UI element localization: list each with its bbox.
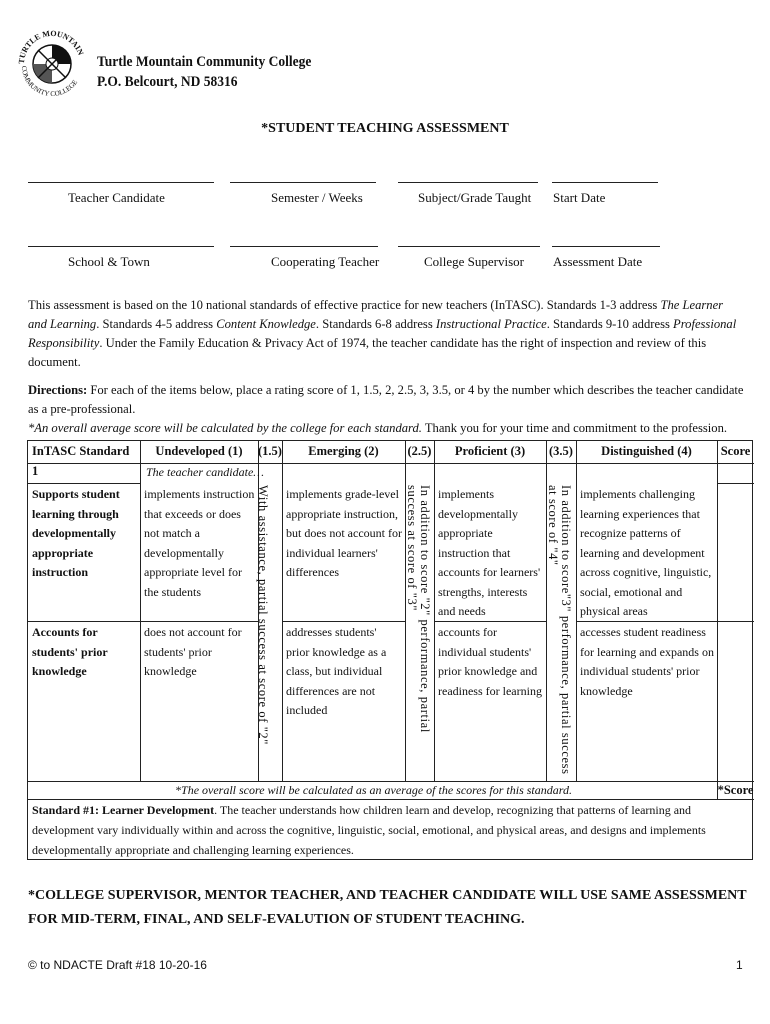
college-supervisor-label: College Supervisor [424, 254, 525, 269]
cooperating-teacher-line[interactable] [230, 246, 378, 247]
start-date-label: Start Date [553, 190, 606, 205]
college-name: Turtle Mountain Community College [97, 54, 312, 70]
college-supervisor-line[interactable] [398, 246, 540, 247]
assessment-usage-notice: *COLLEGE SUPERVISOR, MENTOR TEACHER, AND TEACHER CANDIDATE WILL USE SAME ASSESSMENT FOR MID-TERM, FINAL, AND SELF-EVALUTION OF STUDENT TEACHING. [28, 888, 747, 927]
header-score: Score [720, 444, 751, 458]
overall-score-label: *Score [717, 783, 754, 797]
row1-score-input[interactable] [718, 484, 753, 620]
row1-emerging: implements grade-level appropriate instruction, but does not account for individual learners' differences [286, 487, 402, 579]
assessment-date-line[interactable] [552, 246, 660, 247]
header-undeveloped: Undeveloped (1) [155, 444, 243, 458]
subject-label: Subject/Grade Taught [418, 190, 532, 205]
row2-emerging: addresses students' prior knowledge as a class, but individual differences are not included [286, 625, 387, 717]
teacher-candidate-line[interactable] [28, 182, 214, 183]
cooperating-teacher-label: Cooperating Teacher [271, 254, 380, 269]
header-distinguished: Distinguished (4) [601, 444, 692, 458]
row1-undeveloped: implements instruction that exceeds or does not match a developmentally appropriate level for the students [144, 487, 255, 599]
college-address: P.O. Belcourt, ND 58316 [97, 74, 238, 90]
start-date-line[interactable] [552, 182, 658, 183]
row2-distinguished: accesses student readiness for learning and expands on individual students' prior knowledge [580, 625, 714, 698]
row2-proficient: accounts for individual students' prior knowledge and readiness for learning [438, 625, 542, 698]
header-emerging: Emerging (2) [308, 444, 379, 458]
semester-label: Semester / Weeks [271, 190, 363, 205]
partial-score-1-5-note: With assistance, partial success at score of "2" [256, 485, 270, 745]
row1-label: Supports student learning through developmentally appropriate instruction [32, 487, 120, 579]
header-2-5: (2.5) [407, 444, 432, 458]
school-town-line[interactable] [28, 246, 214, 247]
college-logo [12, 24, 92, 104]
partial-score-3-5-note: In addition to score"3" performance, partial success at score of "4" [546, 485, 573, 775]
overall-score-note: *The overall score will be calculated as an average of the scores for this standard. [175, 783, 572, 797]
college-header [97, 52, 311, 92]
header-3-5: (3.5) [549, 444, 573, 458]
partial-score-2-5-note: In addition to score "2" performance, partial success at score of "3" [405, 485, 432, 733]
row2-undeveloped: does not account for students' prior knowledge [144, 625, 242, 678]
assessment-table [27, 440, 753, 860]
semester-line[interactable] [230, 182, 376, 183]
row2-label: Accounts for students' prior knowledge [32, 625, 108, 678]
row1-distinguished: implements challenging learning experiences that recognize patterns of learning and development across cognitive, linguistic, social, emotional and physical areas [580, 487, 712, 618]
page-number: 1 [736, 958, 743, 972]
directions-paragraph: Directions: For each of the items below, place a rating score of 1, 1.5, 2, 2.5, 3, 3.5, or 4 by the number which describes the teacher candidate as a pre-professional. *An overall average score will be calculated by the college for each standard. Thank you for your time and commitment to the profession. [28, 383, 744, 435]
row2-score-input[interactable] [718, 622, 753, 780]
svg-text:COMMUNITY COLLEGE: COMMUNITY COLLEGE [19, 65, 80, 99]
header-proficient: Proficient (3) [454, 444, 526, 458]
header-1-5: (1.5) [258, 444, 282, 458]
row1-proficient: implements developmentally appropriate instruction that accounts for learners' strengths, interests and needs [438, 487, 541, 618]
subject-line[interactable] [398, 182, 538, 183]
assessment-date-label: Assessment Date [553, 254, 643, 269]
intro-paragraph: This assessment is based on the 10 national standards of effective practice for new teachers (InTASC). Standards 1-3 address The Learner and Learning. Standards 4-5 address Content Knowledge. Standards 6-8 address Instructional Practice. Standards 9-10 address Professional Responsibility. Under the Family Education & Privacy Act of 1974, the teacher candidate has the right of inspection and review of this document. [28, 298, 737, 369]
document-title: *STUDENT TEACHING ASSESSMENT [261, 121, 509, 136]
header-standard: InTASC Standard 1 [32, 444, 130, 478]
copyright-footer: © to NDACTE Draft #18 10-20-16 [28, 958, 207, 972]
standard-description: Standard #1: Learner Development. The teacher understands how children learn and develop, recognizing that patterns of learning and development vary individually within and across the cognitive, linguistic, social, emotional, and physical areas, and designs and implements developmentally appropriate and challenging learning experiences. [32, 803, 706, 857]
svg-text:TURTLE MOUNTAIN: TURTLE MOUNTAIN [16, 28, 86, 65]
school-town-label: School & Town [68, 254, 150, 269]
teacher-candidate-label: Teacher Candidate [68, 190, 165, 205]
teacher-candidate-subheader: The teacher candidate… [146, 465, 264, 479]
